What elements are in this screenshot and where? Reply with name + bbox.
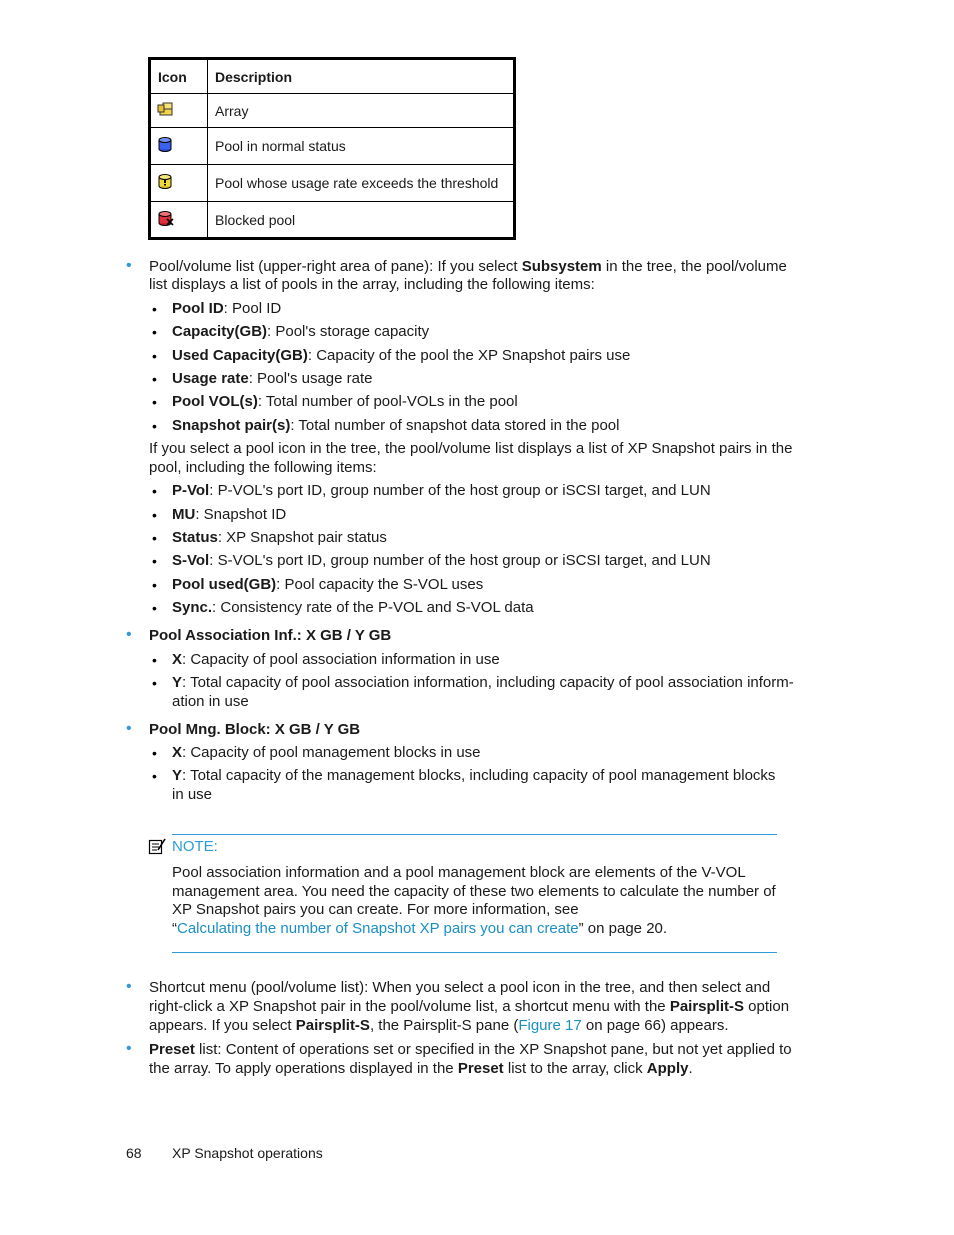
item-term: Pool ID	[172, 300, 224, 317]
table-cell-icon	[150, 165, 208, 202]
table-cell-icon	[150, 202, 208, 239]
item-term: Capacity(GB)	[172, 323, 268, 340]
preset-text: list: Content of operations set or specified in the XP Snapshot pane, but not yet applied to	[194, 1041, 792, 1058]
item-term: P-Vol	[172, 482, 210, 499]
note-line: management area. You need the capacity of these two elements to calculate the number of	[172, 883, 776, 900]
pool-volume-intro-line2: list displays a list of pools in the array, including the following items:	[149, 276, 595, 293]
bullet-icon: •	[152, 301, 157, 317]
array-icon	[157, 101, 175, 117]
list-item	[172, 575, 483, 594]
preset-bold: Preset	[457, 1060, 504, 1077]
list-item	[172, 551, 711, 570]
note-line: Pool association information and a pool management block are elements of the V-VOL	[172, 864, 746, 881]
note-bottom-rule	[172, 952, 777, 953]
item-desc: : Total number of snapshot data stored in the pool	[290, 417, 620, 434]
list-item-continuation: ation in use	[172, 693, 249, 710]
list-item	[172, 505, 286, 524]
bullet-icon: •	[152, 745, 157, 761]
note-icon	[148, 838, 166, 855]
list-item	[172, 598, 534, 617]
pool-normal-icon	[157, 136, 173, 153]
pool-blocked-icon	[157, 210, 175, 227]
shortcut-line3	[149, 1016, 729, 1035]
table-cell-description: Pool in normal status	[208, 128, 515, 165]
bullet-icon: •	[126, 626, 132, 643]
table-row	[150, 128, 515, 165]
icon-table	[148, 57, 516, 240]
note-line: XP Snapshot pairs you can create. For more information, see	[172, 901, 579, 918]
item-term: Snapshot pair(s)	[172, 417, 291, 434]
item-desc: : S-VOL's port ID, group number of the host group or iSCSI target, and LUN	[209, 552, 711, 569]
item-term: Y	[172, 767, 183, 784]
item-desc: : Pool ID	[223, 300, 282, 317]
table-header-icon: Icon	[150, 59, 208, 94]
bullet-icon: •	[126, 978, 132, 995]
item-desc: : Total number of pool-VOLs in the pool	[257, 393, 518, 410]
item-desc: : Capacity of pool management blocks in use	[182, 744, 481, 761]
pool-threshold-icon	[157, 173, 173, 190]
item-desc: : Capacity of pool association information in use	[182, 651, 500, 668]
item-desc: : Pool's storage capacity	[267, 323, 430, 340]
shortcut-text: , the Pairsplit-S pane (	[369, 1017, 519, 1034]
table-row	[150, 202, 515, 239]
bullet-icon: •	[152, 507, 157, 523]
list-item	[172, 346, 630, 365]
table-cell-icon	[150, 128, 208, 165]
shortcut-text: on page 66) appears.	[581, 1017, 729, 1034]
bullet-icon: •	[152, 600, 157, 616]
list-item	[172, 650, 500, 669]
bullet-icon: •	[152, 675, 157, 691]
shortcut-text: option	[744, 998, 790, 1015]
list-item	[172, 743, 481, 762]
pool-association-heading: Pool Association Inf.: X GB / Y GB	[149, 627, 392, 644]
item-desc: : XP Snapshot pair status	[217, 529, 387, 546]
item-term: S-Vol	[172, 552, 210, 569]
pool-icon-paragraph-line1: If you select a pool icon in the tree, the pool/volume list displays a list of XP Snapshot pairs in the	[149, 440, 793, 457]
shortcut-line2	[149, 997, 789, 1016]
bullet-icon: •	[152, 418, 157, 434]
item-desc: : Total capacity of the management blocks, including capacity of pool management blocks	[182, 767, 776, 784]
item-desc: : Pool capacity the S-VOL uses	[276, 576, 484, 593]
list-item	[172, 322, 429, 341]
bullet-icon: •	[152, 768, 157, 784]
table-header-description: Description	[208, 59, 515, 94]
item-term: Pool VOL(s)	[172, 393, 258, 410]
note-quote: “	[172, 920, 177, 937]
bullet-icon: •	[126, 257, 132, 274]
item-desc: : P-VOL's port ID, group number of the host group or iSCSI target, and LUN	[209, 482, 711, 499]
shortcut-bold: Pairsplit-S	[295, 1017, 370, 1034]
table-cell-description: Blocked pool	[208, 202, 515, 239]
item-term: MU	[172, 506, 196, 523]
item-desc: : Total capacity of pool association information, including capacity of pool association inform-	[182, 674, 794, 691]
item-term: Used Capacity(GB)	[172, 347, 308, 364]
bullet-icon: •	[152, 324, 157, 340]
note-title: NOTE:	[172, 838, 218, 855]
item-desc: : Consistency rate of the P-VOL and S-VOL data	[212, 599, 534, 616]
preset-text: .	[688, 1060, 693, 1077]
preset-term: Preset	[149, 1041, 195, 1058]
bullet-icon: •	[152, 530, 157, 546]
shortcut-bold: Pairsplit-S	[669, 998, 745, 1015]
pool-volume-intro-line1	[149, 257, 787, 276]
preset-line2	[149, 1059, 693, 1078]
shortcut-text: right-click a XP Snapshot pair in the pool/volume list, a shortcut menu with the	[149, 998, 670, 1015]
bullet-icon: •	[152, 483, 157, 499]
item-term: Usage rate	[172, 370, 249, 387]
table-cell-icon	[150, 94, 208, 128]
bullet-icon: •	[152, 348, 157, 364]
item-desc: : Snapshot ID	[195, 506, 287, 523]
item-term: Status	[172, 529, 218, 546]
intro-bold: Subsystem	[521, 258, 602, 275]
shortcut-line1: Shortcut menu (pool/volume list): When you select a pool icon in the tree, and then select and	[149, 979, 771, 996]
table-header-row	[150, 59, 515, 94]
item-term: Y	[172, 674, 183, 691]
preset-line1	[149, 1040, 792, 1059]
intro-text: in the tree, the pool/volume	[601, 258, 787, 275]
list-item	[172, 392, 518, 411]
item-term: Pool used(GB)	[172, 576, 277, 593]
pool-icon-paragraph-line2: pool, including the following items:	[149, 459, 377, 476]
page-number: 68	[126, 1145, 142, 1161]
list-item-continuation: in use	[172, 786, 213, 803]
pool-mng-block-heading: Pool Mng. Block: X GB / Y GB	[149, 721, 361, 738]
list-item	[172, 369, 373, 388]
table-row	[150, 94, 515, 128]
footer-section-title: XP Snapshot operations	[172, 1145, 323, 1161]
list-item	[172, 299, 281, 318]
list-item	[172, 673, 794, 692]
calculating-pairs-link[interactable]: Calculating the number of Snapshot XP pairs you can create	[177, 920, 579, 937]
note-line	[172, 919, 667, 938]
note-page-ref: ” on page 20.	[578, 920, 668, 937]
note-top-rule	[172, 834, 777, 835]
figure-17-link[interactable]: Figure 17	[518, 1017, 582, 1034]
bullet-icon: •	[152, 371, 157, 387]
item-term: X	[172, 744, 183, 761]
table-cell-description: Pool whose usage rate exceeds the threshold	[208, 165, 515, 202]
item-desc: : Capacity of the pool the XP Snapshot pairs use	[307, 347, 631, 364]
table-cell-description: Array	[208, 94, 515, 128]
shortcut-text: appears. If you select	[149, 1017, 296, 1034]
preset-text: list to the array, click	[503, 1060, 647, 1077]
list-item	[172, 481, 711, 500]
bullet-icon: •	[152, 394, 157, 410]
list-item	[172, 766, 775, 785]
bullet-icon: •	[152, 553, 157, 569]
item-term: X	[172, 651, 183, 668]
intro-text: Pool/volume list (upper-right area of pane): If you select	[149, 258, 522, 275]
table-row	[150, 165, 515, 202]
bullet-icon: •	[152, 652, 157, 668]
bullet-icon: •	[126, 720, 132, 737]
list-item	[172, 416, 619, 435]
preset-text: the array. To apply operations displayed in the	[149, 1060, 458, 1077]
bullet-icon: •	[126, 1040, 132, 1057]
item-term: Sync.	[172, 599, 213, 616]
apply-bold: Apply	[646, 1060, 689, 1077]
item-desc: : Pool's usage rate	[248, 370, 373, 387]
bullet-icon: •	[152, 577, 157, 593]
list-item	[172, 528, 387, 547]
